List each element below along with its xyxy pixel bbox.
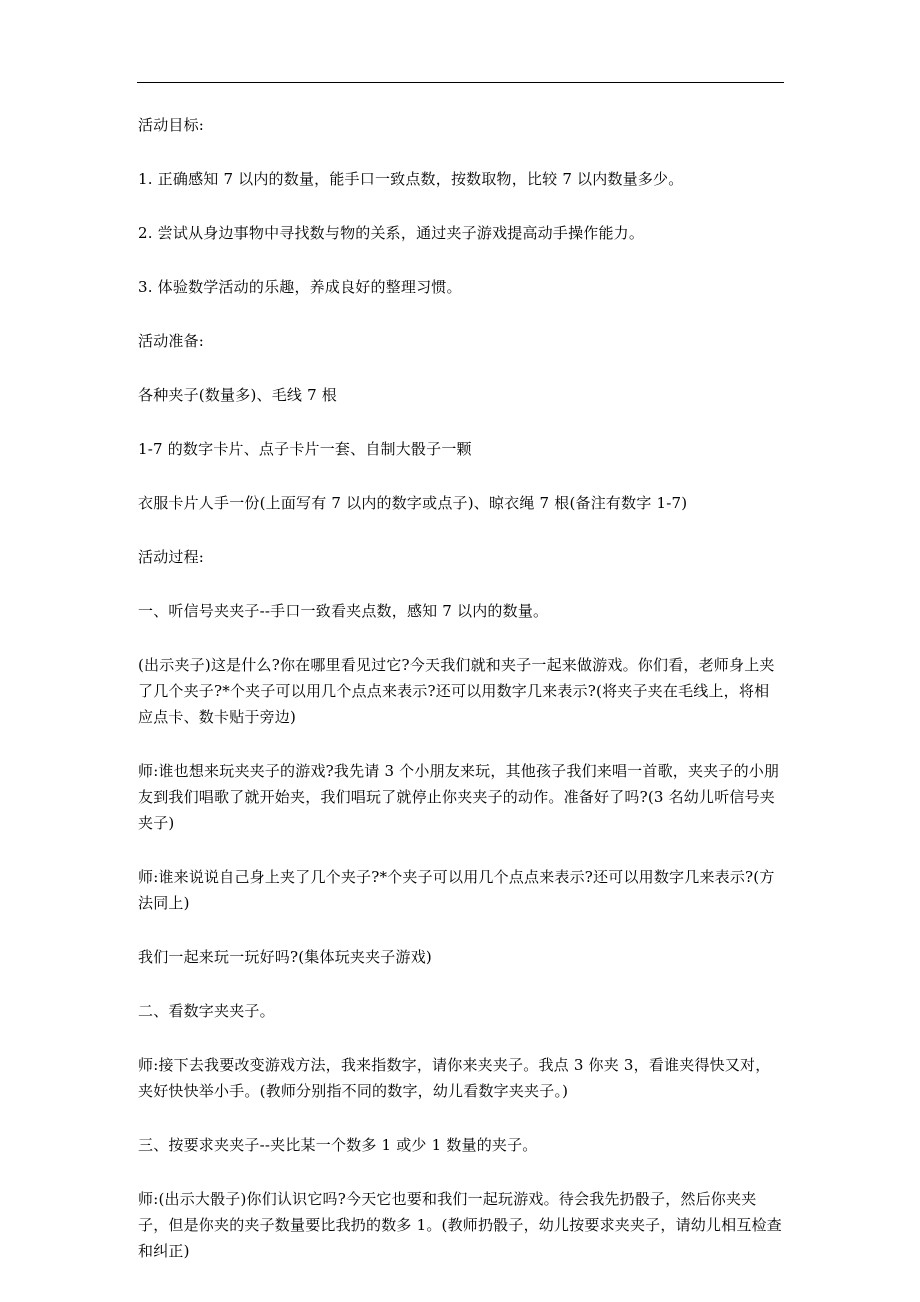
step-1-paragraph-1: (出示夹子)这是什么?你在哪里看见过它?今天我们就和夹子一起来做游戏。你们看，老师身上夹了几个夹子?*个夹子可以用几个点点来表示?还可以用数字几来表示?(将夹子夹在毛线上，将相应点卡、数卡贴于旁边) — [138, 656, 775, 726]
step-heading-2: 二、看数字夹夹子。 — [138, 1002, 275, 1020]
goal-item-1: 1. 正确感知 7 以内的数量，能手口一致点数，按数取物，比较 7 以内数量多少。 — [138, 170, 684, 188]
preparation-item-3: 衣服卡片人手一份(上面写有 7 以内的数字或点子)、晾衣绳 7 根(备注有数字 1-7) — [138, 494, 688, 512]
goal-item-3: 3. 体验数学活动的乐趣，养成良好的整理习惯。 — [138, 278, 462, 296]
step-2-paragraph-1: 师:接下去我要改变游戏方法，我来指数字，请你来夹夹子。我点 3 你夹 3，看谁夹得快又对，夹好快快举小手。(教师分别指不同的数字，幼儿看数字夹夹子。) — [138, 1056, 771, 1100]
section-heading-goals: 活动目标: — [138, 116, 205, 134]
preparation-item-2: 1-7 的数字卡片、点子卡片一套、自制大骰子一颗 — [138, 440, 472, 458]
preparation-item-1: 各种夹子(数量多)、毛线 7 根 — [138, 386, 337, 404]
step-3-paragraph-1: 师:(出示大骰子)你们认识它吗?今天它也要和我们一起玩游戏。待会我先扔骰子，然后你夹夹子，但是你夹的夹子数量要比我扔的数多 1。(教师扔骰子，幼儿按要求夹夹子，请幼儿相互检查和纠正) — [138, 1190, 782, 1260]
step-1-paragraph-2: 师:谁也想来玩夹夹子的游戏?我先请 3 个小朋友来玩，其他孩子我们来唱一首歌，夹夹子的小朋友到我们唱歌了就开始夹，我们唱玩了就停止你夹夹子的动作。准备好了吗?(3 名幼儿听信号夹夹子) — [138, 762, 780, 832]
step-1-paragraph-3: 师:谁来说说自己身上夹了几个夹子?*个夹子可以用几个点点来表示?还可以用数字几来表示?(方法同上) — [138, 868, 775, 912]
step-heading-3: 三、按要求夹夹子--夹比某一个数多 1 或少 1 数量的夹子。 — [138, 1136, 538, 1154]
document-body — [138, 112, 784, 1292]
step-1-paragraph-4: 我们一起来玩一玩好吗?(集体玩夹夹子游戏) — [138, 948, 432, 966]
goal-item-2: 2. 尝试从身边事物中寻找数与物的关系，通过夹子游戏提高动手操作能力。 — [138, 224, 645, 242]
section-heading-process: 活动过程: — [138, 548, 205, 566]
header-rule — [137, 82, 784, 83]
step-heading-1: 一、听信号夹夹子--手口一致看夹点数，感知 7 以内的数量。 — [138, 602, 549, 620]
section-heading-preparation: 活动准备: — [138, 332, 205, 350]
